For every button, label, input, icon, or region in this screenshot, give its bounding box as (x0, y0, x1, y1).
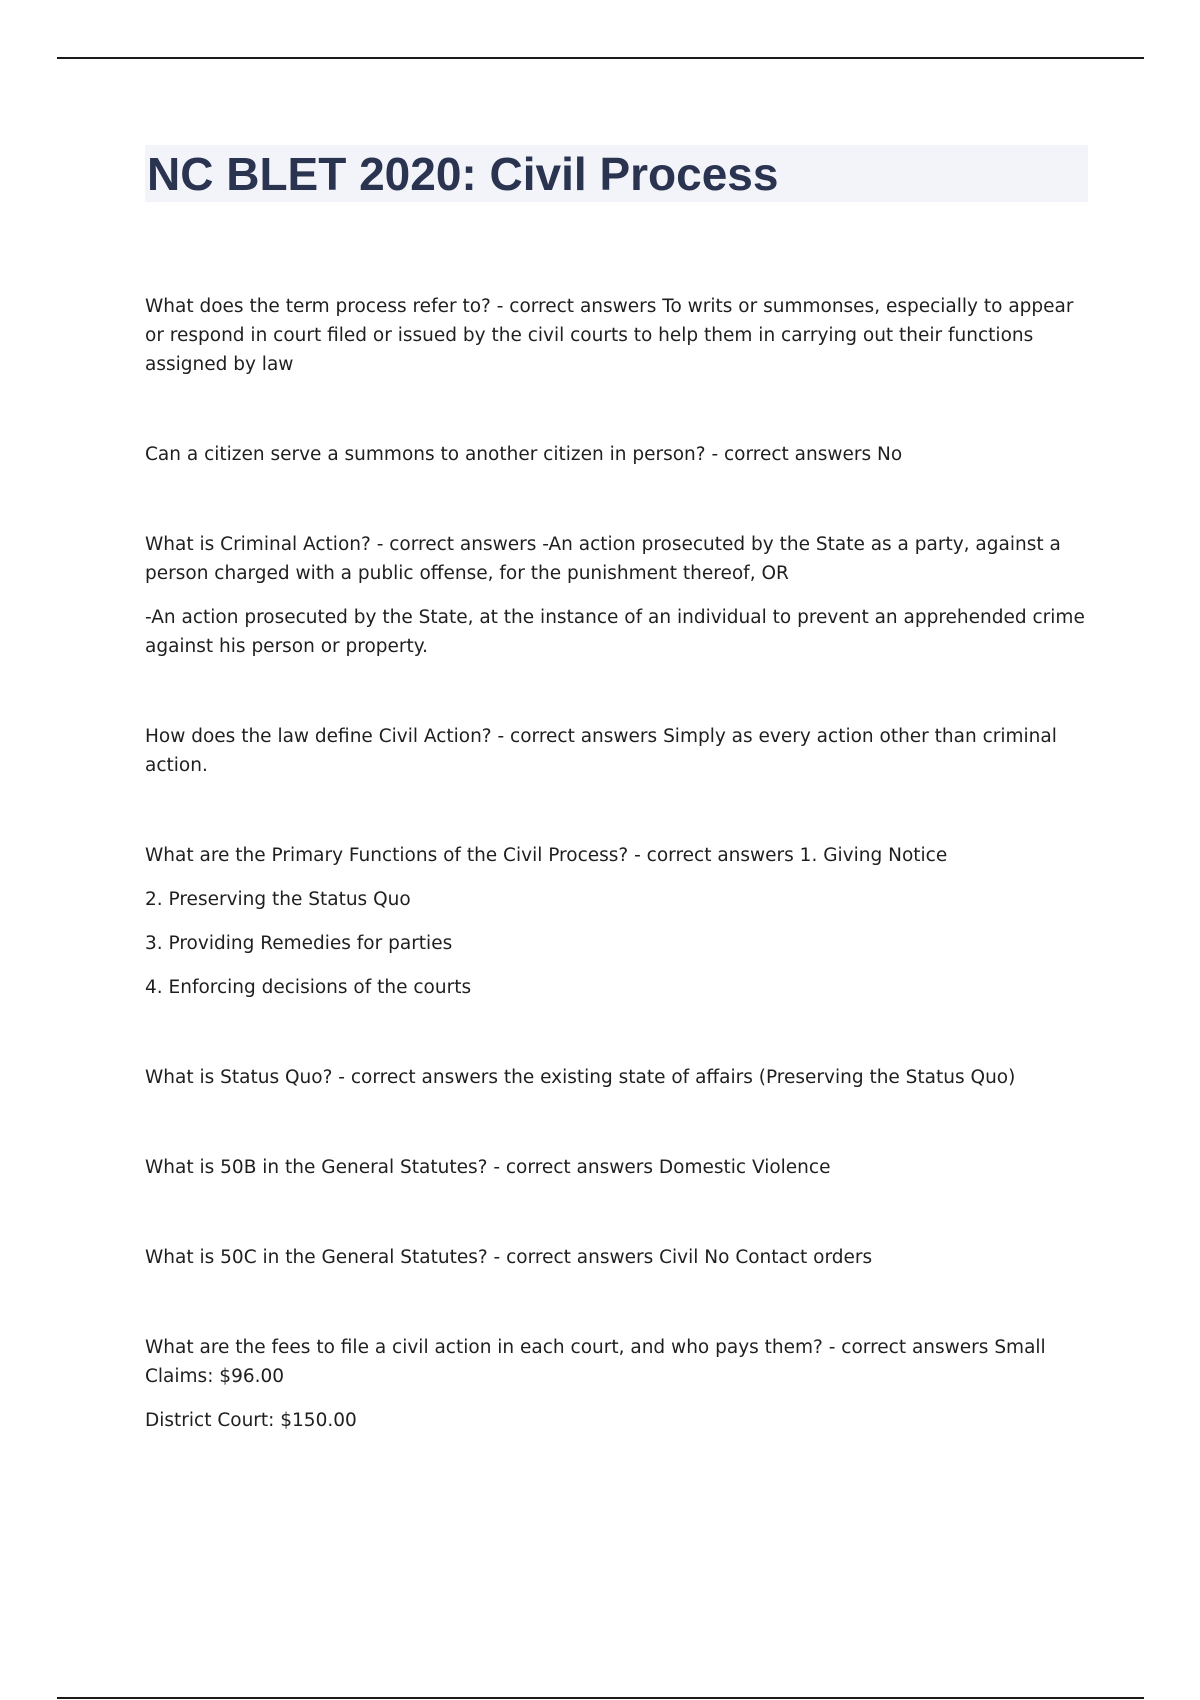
question-text: What is 50C in the General Statutes? (145, 1247, 488, 1268)
answer-separator: - correct answers (628, 845, 800, 866)
answer-text: -An action prosecuted by the State as a party, against a person charged with a public offense, for the punishment thereof, OR (145, 534, 1061, 584)
qa-question-answer (145, 1063, 1090, 1092)
qa-entry (145, 1063, 1090, 1092)
qa-question-answer (145, 1243, 1090, 1272)
qa-question-answer (145, 292, 1090, 379)
answer-line: -An action prosecuted by the State, at the instance of an individual to prevent an apprehended crime against his person or property. (145, 607, 1085, 657)
answer-text: Domestic Violence (658, 1157, 831, 1178)
answer-separator: - correct answers (332, 1067, 504, 1088)
qa-question-answer (145, 1153, 1090, 1182)
qa-question-answer (145, 440, 1090, 469)
qa-entry (145, 1243, 1090, 1272)
answer-text: Small Claims: $96.00 (145, 1337, 1046, 1387)
qa-entry (145, 841, 1090, 1002)
answer-line: 2. Preserving the Status Quo (145, 889, 411, 910)
bottom-rule (57, 1697, 1144, 1699)
answer-text: To writs or summonses, especially to appear or respond in court filed or issued by the civil courts to help them in carrying out their functions assigned by law (145, 296, 1074, 375)
question-text: What are the fees to file a civil action in each court, and who pays them? (145, 1337, 823, 1358)
answer-separator: - correct answers (822, 1337, 995, 1358)
answer-line: 4. Enforcing decisions of the courts (145, 977, 472, 998)
qa-entry (145, 292, 1090, 379)
qa-entry (145, 1333, 1090, 1435)
qa-entry (145, 530, 1090, 661)
question-text: What is 50B in the General Statutes? (145, 1157, 488, 1178)
answer-text: Simply as every action other than criminal action. (145, 726, 1057, 776)
answer-separator: - correct answers (487, 1247, 660, 1268)
page-title: NC BLET 2020: Civil Process (147, 148, 779, 200)
qa-entry (145, 440, 1090, 469)
answer-line: District Court: $150.00 (145, 1410, 357, 1431)
answer-text: 1. Giving Notice (799, 845, 948, 866)
question-text: Can a citizen serve a summons to another citizen in person? (145, 444, 706, 465)
qa-entry (145, 722, 1090, 780)
answer-separator: - correct answers (370, 534, 543, 555)
question-text: What does the term process refer to? (145, 296, 491, 317)
answer-text: Civil No Contact orders (659, 1247, 873, 1268)
answer-separator: - correct answers (491, 726, 664, 747)
answer-line: 3. Providing Remedies for parties (145, 933, 453, 954)
question-text: What are the Primary Functions of the Civil Process? (145, 845, 629, 866)
question-text: What is Status Quo? (145, 1067, 333, 1088)
answer-separator: - correct answers (490, 296, 663, 317)
question-text: How does the law define Civil Action? (145, 726, 492, 747)
qa-entry (145, 1153, 1090, 1182)
qa-question-answer (145, 722, 1090, 780)
qa-question-answer (145, 530, 1090, 588)
top-rule (57, 57, 1144, 59)
answer-text: the existing state of affairs (Preserving the Status Quo) (503, 1067, 1016, 1088)
answer-separator: - correct answers (705, 444, 878, 465)
answer-separator: - correct answers (487, 1157, 659, 1178)
qa-question-answer (145, 841, 1090, 870)
qa-list (145, 292, 1090, 1496)
answer-text: No (877, 444, 903, 465)
qa-question-answer (145, 1333, 1090, 1391)
question-text: What is Criminal Action? (145, 534, 371, 555)
